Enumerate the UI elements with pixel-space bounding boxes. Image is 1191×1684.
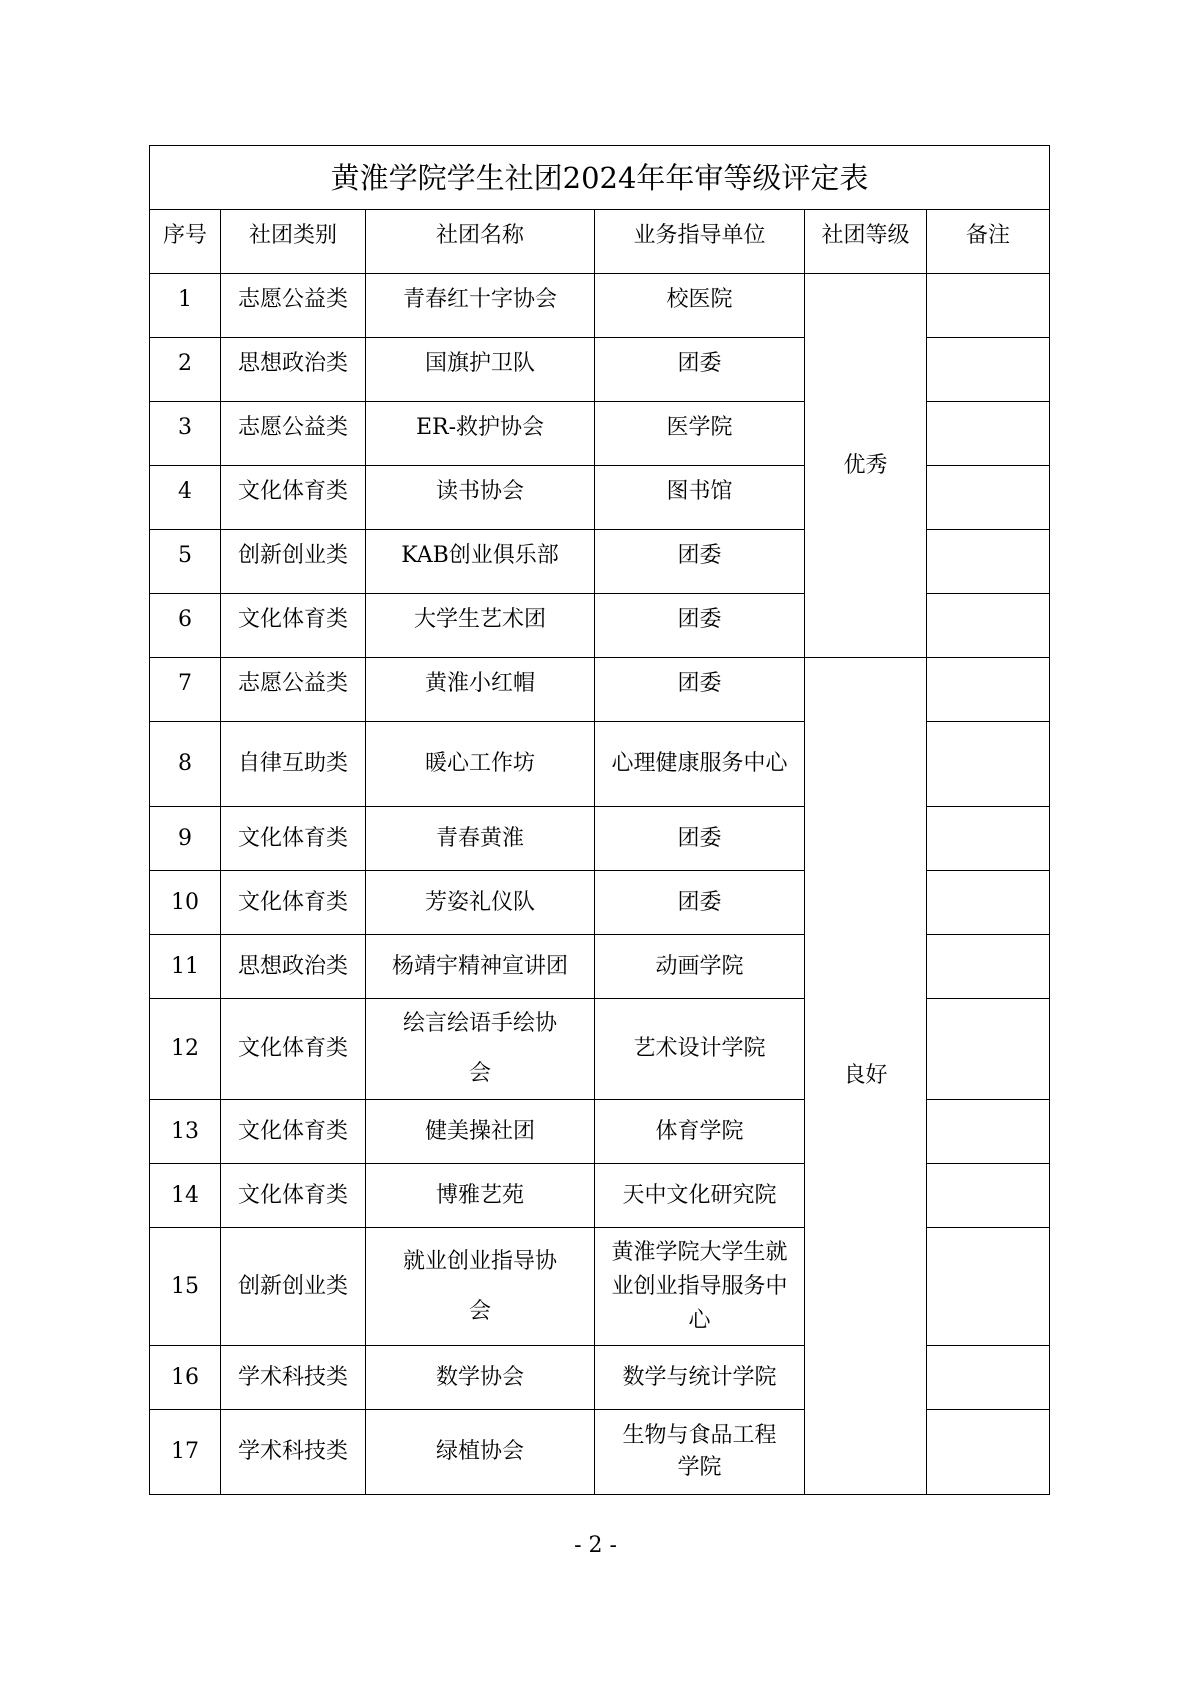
row-club-name: 健美操社团 <box>366 1100 595 1164</box>
header-name: 社团名称 <box>366 210 595 274</box>
row-unit: 动画学院 <box>595 935 805 999</box>
row-club-name: 就业创业指导协会 <box>366 1228 595 1346</box>
row-category: 志愿公益类 <box>221 274 366 338</box>
row-club-name: 青春红十字协会 <box>366 274 595 338</box>
row-unit: 生物与食品工程学院 <box>595 1410 805 1495</box>
row-unit: 心理健康服务中心 <box>595 722 805 807</box>
row-category: 志愿公益类 <box>221 402 366 466</box>
row-remarks <box>927 402 1050 466</box>
row-remarks <box>927 274 1050 338</box>
row-club-name: 绘言绘语手绘协会 <box>366 999 595 1100</box>
row-club-name: 黄淮小红帽 <box>366 658 595 722</box>
row-club-name: 国旗护卫队 <box>366 338 595 402</box>
row-no: 6 <box>150 594 221 658</box>
row-remarks <box>927 466 1050 530</box>
row-no: 2 <box>150 338 221 402</box>
header-category: 社团类别 <box>221 210 366 274</box>
level-good: 良好 <box>805 658 927 1495</box>
row-unit: 体育学院 <box>595 1100 805 1164</box>
row-no: 14 <box>150 1164 221 1228</box>
row-no: 1 <box>150 274 221 338</box>
row-no: 3 <box>150 402 221 466</box>
row-remarks <box>927 722 1050 807</box>
evaluation-sheet <box>149 145 1049 1495</box>
row-category: 文化体育类 <box>221 466 366 530</box>
row-no: 17 <box>150 1410 221 1495</box>
row-remarks <box>927 871 1050 935</box>
row-club-name: 芳姿礼仪队 <box>366 871 595 935</box>
row-unit: 团委 <box>595 807 805 871</box>
row-no: 15 <box>150 1228 221 1346</box>
row-remarks <box>927 530 1050 594</box>
row-unit: 团委 <box>595 594 805 658</box>
row-club-name: 数学协会 <box>366 1346 595 1410</box>
row-club-name: KAB创业俱乐部 <box>366 530 595 594</box>
row-category: 创新创业类 <box>221 530 366 594</box>
table-row <box>150 658 1050 722</box>
row-unit: 校医院 <box>595 274 805 338</box>
row-club-name: 读书协会 <box>366 466 595 530</box>
header-level: 社团等级 <box>805 210 927 274</box>
row-remarks <box>927 935 1050 999</box>
header-no: 序号 <box>150 210 221 274</box>
row-category: 学术科技类 <box>221 1410 366 1495</box>
row-remarks <box>927 1228 1050 1346</box>
row-club-name: 博雅艺苑 <box>366 1164 595 1228</box>
header-unit: 业务指导单位 <box>595 210 805 274</box>
row-remarks <box>927 1100 1050 1164</box>
row-no: 10 <box>150 871 221 935</box>
row-category: 思想政治类 <box>221 935 366 999</box>
row-unit: 图书馆 <box>595 466 805 530</box>
row-no: 9 <box>150 807 221 871</box>
evaluation-table <box>149 145 1050 1495</box>
row-remarks <box>927 807 1050 871</box>
row-unit: 团委 <box>595 530 805 594</box>
row-no: 4 <box>150 466 221 530</box>
row-category: 文化体育类 <box>221 999 366 1100</box>
row-unit: 数学与统计学院 <box>595 1346 805 1410</box>
row-no: 16 <box>150 1346 221 1410</box>
row-remarks <box>927 594 1050 658</box>
row-category: 自律互助类 <box>221 722 366 807</box>
row-unit: 团委 <box>595 658 805 722</box>
row-club-name: ER-救护协会 <box>366 402 595 466</box>
row-category: 文化体育类 <box>221 871 366 935</box>
row-remarks <box>927 338 1050 402</box>
row-category: 志愿公益类 <box>221 658 366 722</box>
row-unit: 天中文化研究院 <box>595 1164 805 1228</box>
header-row <box>150 210 1050 274</box>
row-category: 文化体育类 <box>221 1100 366 1164</box>
row-unit: 团委 <box>595 871 805 935</box>
row-no: 7 <box>150 658 221 722</box>
row-club-name: 青春黄淮 <box>366 807 595 871</box>
row-unit: 黄淮学院大学生就业创业指导服务中心 <box>595 1228 805 1346</box>
row-no: 11 <box>150 935 221 999</box>
row-remarks <box>927 1410 1050 1495</box>
row-club-name: 大学生艺术团 <box>366 594 595 658</box>
row-club-name: 绿植协会 <box>366 1410 595 1495</box>
row-category: 文化体育类 <box>221 1164 366 1228</box>
level-excellent: 优秀 <box>805 274 927 658</box>
row-remarks <box>927 658 1050 722</box>
table-row <box>150 274 1050 338</box>
row-no: 12 <box>150 999 221 1100</box>
row-category: 思想政治类 <box>221 338 366 402</box>
row-category: 文化体育类 <box>221 807 366 871</box>
row-category: 文化体育类 <box>221 594 366 658</box>
row-remarks <box>927 999 1050 1100</box>
row-no: 5 <box>150 530 221 594</box>
row-remarks <box>927 1346 1050 1410</box>
row-unit: 艺术设计学院 <box>595 999 805 1100</box>
row-no: 13 <box>150 1100 221 1164</box>
row-club-name: 暖心工作坊 <box>366 722 595 807</box>
row-category: 学术科技类 <box>221 1346 366 1410</box>
row-unit: 团委 <box>595 338 805 402</box>
row-no: 8 <box>150 722 221 807</box>
table-title: 黄淮学院学生社团2024年年审等级评定表 <box>150 146 1050 210</box>
row-category: 创新创业类 <box>221 1228 366 1346</box>
page-number: - 2 - <box>574 1533 617 1558</box>
header-remarks: 备注 <box>927 210 1050 274</box>
row-remarks <box>927 1164 1050 1228</box>
row-club-name: 杨靖宇精神宣讲团 <box>366 935 595 999</box>
row-unit: 医学院 <box>595 402 805 466</box>
